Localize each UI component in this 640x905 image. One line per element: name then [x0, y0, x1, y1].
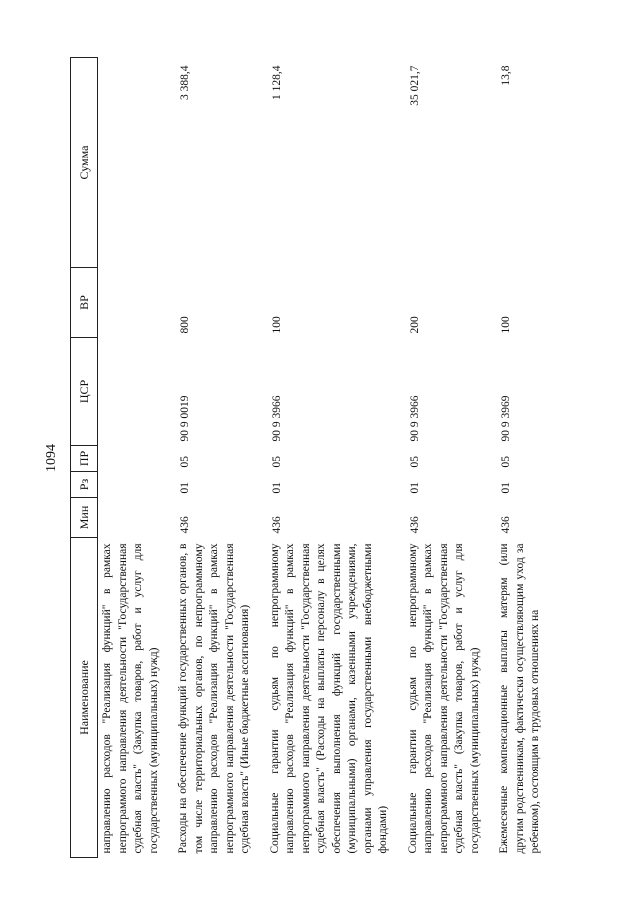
- row-vr: 100: [500, 316, 513, 334]
- table-row: [98, 58, 165, 858]
- row-min: [98, 498, 165, 538]
- row-min: 436: [408, 516, 421, 534]
- row-pr: 05: [270, 456, 283, 468]
- row-rz: 01: [500, 482, 513, 494]
- row-vr: 100: [270, 316, 283, 334]
- row-min: 436: [500, 516, 513, 534]
- row-pr: [98, 446, 165, 472]
- header-name: Наименование: [71, 538, 98, 858]
- table-header: [71, 58, 98, 858]
- row-csr: [98, 338, 165, 446]
- row-sum: [98, 58, 165, 268]
- row-min: 436: [270, 516, 283, 534]
- header-pr: ПР: [71, 446, 98, 472]
- row-pr: 05: [408, 456, 421, 468]
- row-vr: 800: [179, 316, 192, 334]
- row-pr: 05: [500, 456, 513, 468]
- row-vr: [98, 268, 165, 338]
- row-sum: 1 128,4: [270, 65, 283, 100]
- row-spacer: [485, 58, 495, 858]
- row-csr: 90 9 3966: [408, 395, 421, 442]
- budget-table: [70, 57, 546, 858]
- row-csr: 90 9 3969: [500, 395, 513, 442]
- header-rz: Рз: [71, 472, 98, 498]
- row-csr: 90 9 0019: [179, 395, 192, 442]
- row-rz: [98, 472, 165, 498]
- row-spacer: [394, 58, 404, 858]
- row-name: направлению расходов "Реализация функций" в рамках непрограммого направления деятельности "Государственная судебная власть" (Закупка товаров, работ и услуг для государственных (муниципальных) нужд): [101, 543, 160, 854]
- row-vr: 200: [408, 316, 421, 334]
- row-name: Расходы на обеспечение функций государственных органов, в том числе территориальных органов, по непрограммному направлению расходов "Реализация функций" в рамках непрограммного направления деятельности "Государственная судебная власть" (Иные бюджетные ассигнования): [177, 543, 252, 854]
- table-row: [404, 58, 486, 858]
- row-csr: 90 9 3966: [270, 395, 283, 442]
- row-name: Социальные гарантии судьям по непрограммному направлению расходов "Реализация функций" в рамках непрограммного направления деятельности "Государственная судебная власть" (Расходы на выплаты персоналу в целях обеспечения выполнения функций государственными (муниципальными) органами, казенными учреждениями, органами управления государственными внебюджетными фондами): [268, 543, 390, 854]
- row-min: 436: [179, 516, 192, 534]
- row-spacer: [256, 58, 266, 858]
- header-min: Мин: [71, 498, 98, 538]
- row-rz: 01: [270, 482, 283, 494]
- row-sum: 13,8: [500, 65, 513, 86]
- row-pr: 05: [179, 456, 192, 468]
- row-spacer: [164, 58, 174, 858]
- row-rz: 01: [179, 482, 192, 494]
- table-body: [98, 58, 546, 858]
- table-row: [266, 58, 394, 858]
- page-number-text: 1094: [44, 444, 59, 472]
- header-csr: ЦСР: [71, 338, 98, 446]
- row-sum: 35 021,7: [408, 65, 421, 106]
- row-name: Ежемесячные компенсационные выплаты матерям (или другим родственникам, фактически осуществляющим уход за ребенком), состоящим в трудовых отношениях на: [498, 543, 542, 854]
- rotated-table-wrapper: [70, 58, 600, 858]
- header-vr: ВР: [71, 268, 98, 338]
- row-sum: 3 388,4: [179, 65, 192, 100]
- header-sum: Сумма: [71, 58, 98, 268]
- row-rz: 01: [408, 482, 421, 494]
- table-row: [174, 58, 256, 858]
- row-name: Социальные гарантии судьям по непрограммному направлению расходов "Реализация функций" в рамках непрограммного направления деятельности "Государственная судебная власть" (Закупка товаров, работ и услуг для государственных (муниципальных) нужд): [406, 543, 481, 854]
- table-row: [495, 58, 546, 858]
